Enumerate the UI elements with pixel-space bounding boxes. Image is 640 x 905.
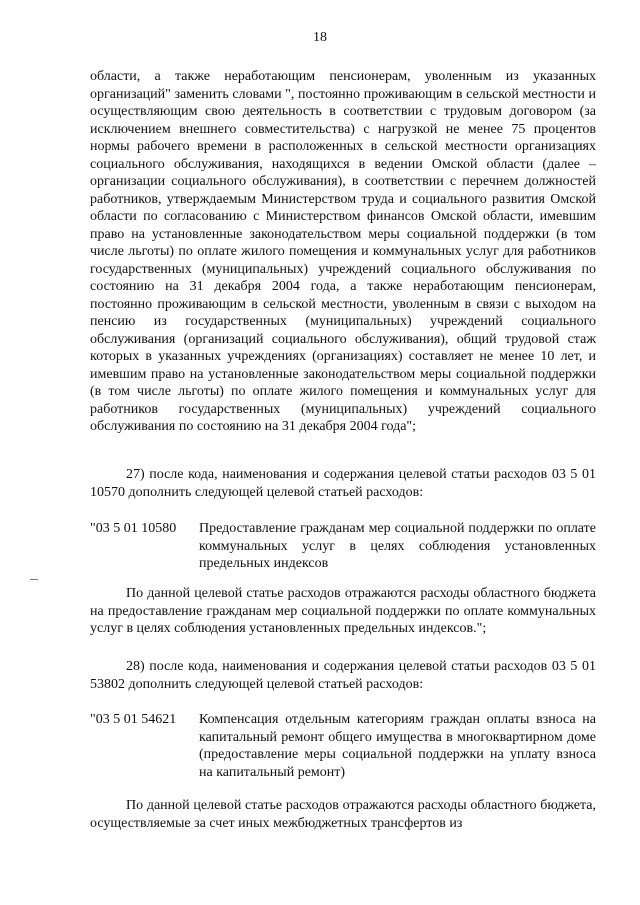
page-number: 18 [313,30,327,45]
entry-code: "03 5 01 54621 [90,712,177,727]
paragraph-explanation-54621: По данной целевой статье расходов отражаются расходы областного бюджета, осуществляемые за счет иных межбюджетных трансфертов из [90,798,596,831]
margin-mark [30,579,38,580]
entry-code: "03 5 01 10580 [90,521,177,536]
paragraph-continuation: области, а также неработающим пенсионерам, уволенным из указанных организаций" заменить словами ", постоянно проживающим в сельской местности и осуществляющим свою деятельность в соответствии с трудовым договором (за исключением внешнего совместительства) с нагрузкой не менее 75 процентов нормы рабочего времени в расположенных в сельской местности организациях социального обслуживания, находящихся в ведении Омской области (далее – организации социального обслуживания), в соответствии с перечнем должностей работников, утверждаемым Министерством труда и социального развития Омской области по согласованию с Министерством финансов Омской области, имевшим право на установленные законодательством меры социальной поддержки (в том числе льготы) по оплате жилого помещения и коммунальных услуг для работников государственных (муниципальных) учреждений социального обслуживания по состоянию на 31 декабря 2004 года, а также неработающим пенсионерам, постоянно проживающим в сельской местности, уволенным в связи с выходом на пенсию из государственных (муниципальных) учреждений социального обслуживания (организаций социального обслуживания), общий трудовой стаж которых в указанных учреждениях (организациях) составляет не менее 10 лет, и имевшим право на установленные законодательством меры социальной поддержки (в том числе льготы) по оплате жилого помещения и коммунальных услуг для работников государственных (муниципальных) учреждений социального обслуживания по состоянию на 31 декабря 2004 года"; [90,69,596,434]
paragraph-item-28: 28) после кода, наименования и содержания целевой статьи расходов 03 5 01 53802 дополнить следующей целевой статьей расходов: [90,659,596,692]
paragraph-item-27: 27) после кода, наименования и содержания целевой статьи расходов 03 5 01 10570 дополнить следующей целевой статьей расходов: [90,467,596,500]
paragraph-explanation-10580: По данной целевой статье расходов отражаются расходы областного бюджета на предоставление гражданам мер социальной поддержки по оплате коммунальных услуг в целях соблюдения установленных предельных индексов."; [90,586,596,636]
entry-description: Предоставление гражданам мер социальной поддержки по оплате коммунальных услуг в целях соблюдения установленных предельных индексов [199,521,596,571]
entry-description: Компенсация отдельным категориям граждан оплаты взноса на капитальный ремонт общего имущества в многоквартирном доме (предоставление меры социальной поддержки на уплату взноса на капитальный ремонт) [199,712,596,780]
